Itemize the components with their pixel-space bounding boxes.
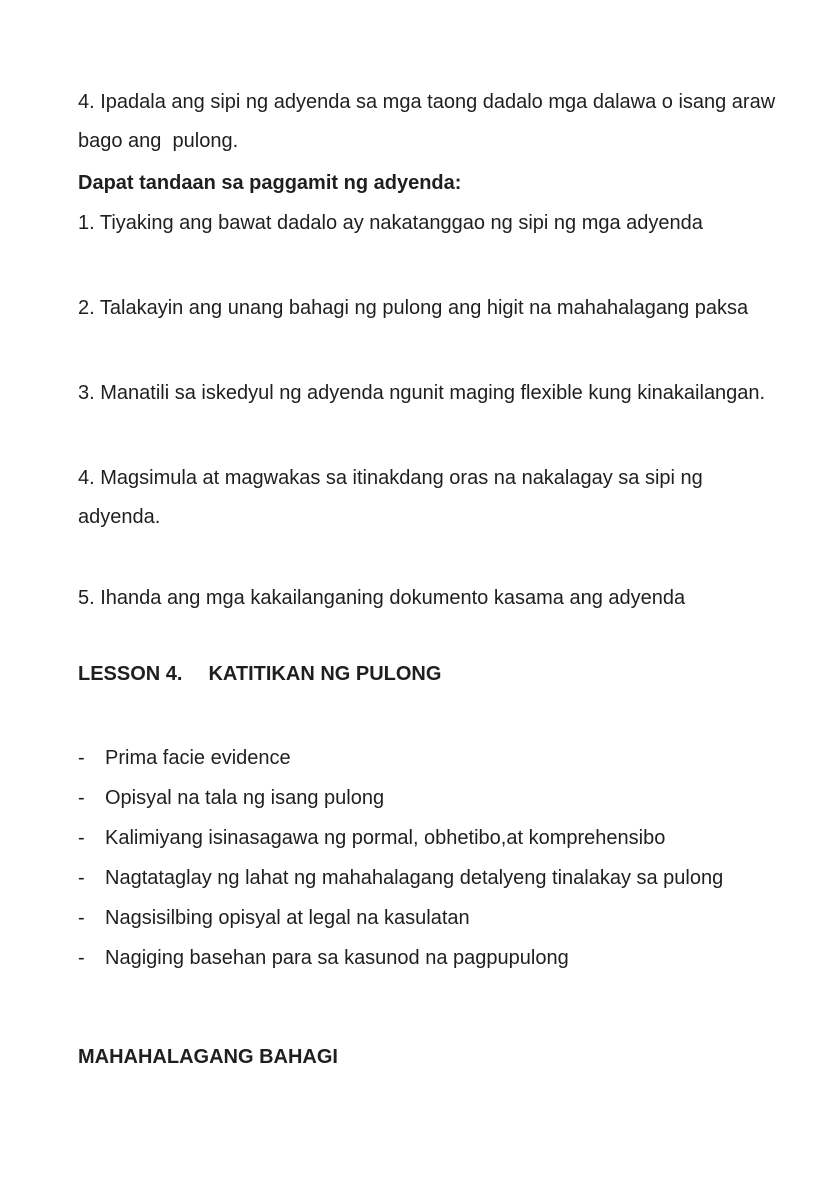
bullet-item xyxy=(78,939,788,978)
bullet-item xyxy=(78,739,788,778)
text-line: 4. Magsimula at magwakas sa itinakdang oras na nakalagay sa sipi ng xyxy=(78,467,703,489)
bullet-text: Nagtataglay ng lahat ng mahahalagang detalyeng tinalakay sa pulong xyxy=(105,867,724,889)
numbered-item-5 xyxy=(78,579,788,618)
dash-marker: - xyxy=(78,947,85,969)
bullet-item xyxy=(78,859,788,898)
bullet-text: Prima facie evidence xyxy=(105,747,291,769)
bullet-text: Nagsisilbing opisyal at legal na kasulatan xyxy=(105,907,470,929)
text-line: 1. Tiyaking ang bawat dadalo ay nakatanggao ng sipi ng mga adyenda xyxy=(78,212,703,234)
text-line: 3. Manatili sa iskedyul ng adyenda ngunit maging flexible kung kinakailangan. xyxy=(78,382,766,404)
numbered-item-2 xyxy=(78,289,788,328)
numbered-item-3 xyxy=(78,374,788,413)
bullet-list xyxy=(78,739,788,978)
bullet-item xyxy=(78,819,788,858)
text-line: adyenda. xyxy=(78,506,161,528)
footer-heading xyxy=(78,1038,788,1077)
text-line: bago ang pulong. xyxy=(78,130,239,152)
text-line: 5. Ihanda ang mga kakailanganing dokumento kasama ang adyenda xyxy=(78,587,686,609)
text-line: 2. Talakayin ang unang bahagi ng pulong ang higit na mahahalagang paksa xyxy=(78,297,749,319)
lesson-heading xyxy=(78,655,788,694)
text-line: 4. Ipadala ang sipi ng adyenda sa mga taong dadalo mga dalawa o isang araw xyxy=(78,91,776,113)
text-line: Dapat tandaan sa paggamit ng adyenda: xyxy=(78,172,462,194)
dash-marker: - xyxy=(78,907,85,929)
bullet-item xyxy=(78,899,788,938)
intro-paragraph xyxy=(78,83,788,161)
dash-marker: - xyxy=(78,787,85,809)
dash-marker: - xyxy=(78,827,85,849)
dash-marker: - xyxy=(78,747,85,769)
lesson-title: KATITIKAN NG PULONG xyxy=(208,663,442,685)
bullet-text: Nagiging basehan para sa kasunod na pagpupulong xyxy=(105,947,569,969)
text-line: MAHAHALAGANG BAHAGI xyxy=(78,1046,338,1068)
section-heading xyxy=(78,164,788,203)
numbered-item-4 xyxy=(78,459,788,537)
bullet-text: Kalimiyang isinasagawa ng pormal, obhetibo,at komprehensibo xyxy=(105,827,666,849)
dash-marker: - xyxy=(78,867,85,889)
numbered-item-1 xyxy=(78,204,788,243)
lesson-number: LESSON 4. xyxy=(78,663,183,685)
bullet-text: Opisyal na tala ng isang pulong xyxy=(105,787,385,809)
bullet-item xyxy=(78,779,788,818)
